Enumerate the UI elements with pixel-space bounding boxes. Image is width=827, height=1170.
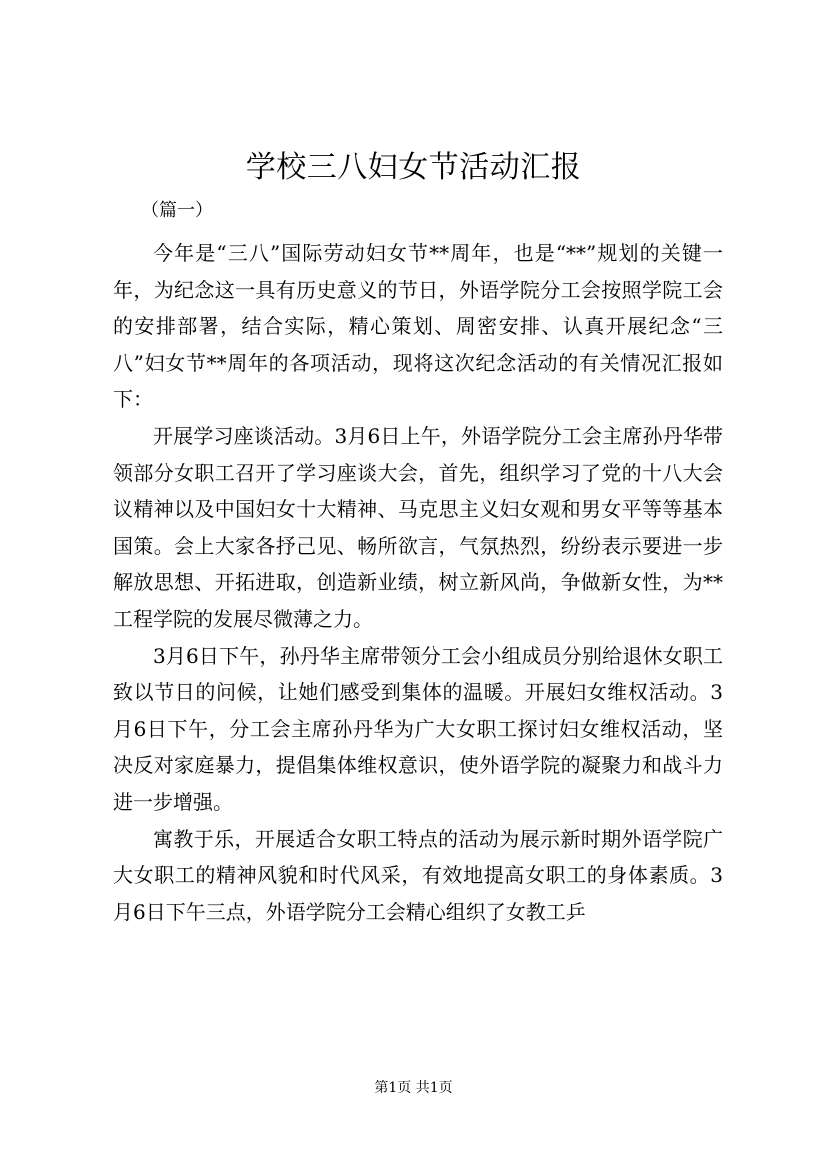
page-footer: 第1页 共1页 (374, 1080, 453, 1096)
document-title: 学校三八妇女节活动汇报 (245, 150, 582, 185)
document-body (113, 235, 723, 930)
paragraph-rights-activity: 3月6日下午，孙丹华主席带领分工会小组成员分别给退休女职工致以节日的问候，让她们感受到集体的温暖。开展妇女维权活动。3月6日下午，分工会主席孙丹华为广大女职工探讨妇女维权活动，坚决反对家庭暴力，提倡集体维权意识，使外语学院的凝聚力和战斗力进一步增强。 (113, 643, 723, 814)
section-label: （篇一） (141, 200, 213, 221)
paragraph-study-forum: 开展学习座谈活动。3月6日上午，外语学院分工会主席孙丹华带领部分女职工召开了学习座谈大会，首先，组织学习了党的十八大会议精神以及中国妇女十大精神、马克思主义妇女观和男女平等等基本国策。会上大家各抒己见、畅所欲言，气氛热烈，纷纷表示要进一步解放思想、开拓进取，创造新业绩，树立新风尚，争做新女性，为**工程学院的发展尽微薄之力。 (113, 423, 723, 631)
paragraph-recreation: 寓教于乐，开展适合女职工特点的活动为展示新时期外语学院广大女职工的精神风貌和时代风采，有效地提高女职工的身体素质。3月6日下午三点，外语学院分工会精心组织了女教工乒 (113, 826, 723, 924)
paragraph-intro: 今年是“三八”国际劳动妇女节**周年，也是“**”规划的关键一年，为纪念这一具有历史意义的节日，外语学院分工会按照学院工会的安排部署，结合实际，精心策划、周密安排、认真开展纪念“三八”妇女节**周年的各项活动，现将这次纪念活动的有关情况汇报如下： (113, 241, 723, 412)
